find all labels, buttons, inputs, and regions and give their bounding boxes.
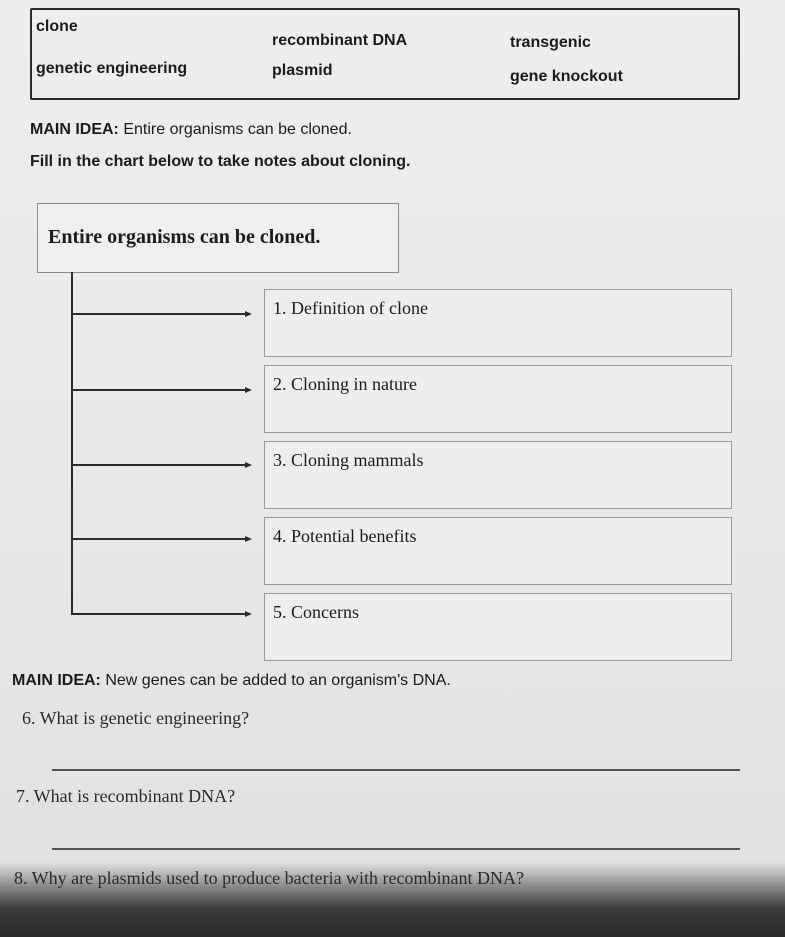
main-idea-2 [12, 672, 451, 690]
chart-connector-2 [73, 389, 245, 391]
main-idea-1-text: Entire organisms can be cloned. [123, 121, 352, 138]
question-6: 6. What is genetic engineering? [22, 708, 250, 728]
note-label-concerns: 5. Concerns [273, 602, 359, 622]
vocab-word-genetic-engineering: genetic engineering [36, 60, 188, 77]
note-label-definition: 1. Definition of clone [273, 298, 428, 318]
chart-connector-vertical [71, 272, 73, 615]
chart-topic-box [37, 203, 399, 273]
arrow-right-icon [245, 387, 252, 393]
arrow-right-icon [245, 611, 252, 617]
chart-connector-5 [73, 613, 245, 615]
note-box-concerns[interactable] [264, 593, 732, 661]
arrow-right-icon [245, 462, 252, 468]
answer-line-7[interactable] [52, 848, 740, 850]
instruction-text: Fill in the chart below to take notes about cloning. [30, 153, 411, 170]
main-idea-1 [30, 121, 352, 139]
note-box-definition[interactable] [264, 289, 732, 357]
chart-connector-3 [73, 464, 245, 466]
vocab-word-clone: clone [36, 18, 78, 35]
note-label-potential-benefits: 4. Potential benefits [273, 526, 417, 546]
chart-connector-1 [73, 313, 245, 315]
question-8: 8. Why are plasmids used to produce bacteria with recombinant DNA? [14, 868, 525, 888]
answer-line-6[interactable] [52, 769, 740, 771]
vocab-word-gene-knockout: gene knockout [510, 68, 623, 85]
chart-topic: Entire organisms can be cloned. [48, 226, 321, 248]
chart-connector-4 [73, 538, 245, 540]
vocab-word-recombinant-dna: recombinant DNA [272, 32, 408, 49]
note-label-cloning-in-nature: 2. Cloning in nature [273, 374, 417, 394]
vocabulary-box [30, 8, 740, 100]
main-idea-2-text: New genes can be added to an organism's DNA. [105, 672, 451, 689]
note-box-potential-benefits[interactable] [264, 517, 732, 585]
arrow-right-icon [245, 536, 252, 542]
arrow-right-icon [245, 311, 252, 317]
main-idea-1-label: MAIN IDEA: [30, 121, 119, 138]
vocab-word-transgenic: transgenic [510, 34, 591, 51]
question-7: 7. What is recombinant DNA? [16, 786, 236, 806]
main-idea-2-label: MAIN IDEA: [12, 672, 101, 689]
note-box-cloning-mammals[interactable] [264, 441, 732, 509]
note-label-cloning-mammals: 3. Cloning mammals [273, 450, 424, 470]
vocab-word-plasmid: plasmid [272, 62, 333, 79]
note-box-cloning-in-nature[interactable] [264, 365, 732, 433]
